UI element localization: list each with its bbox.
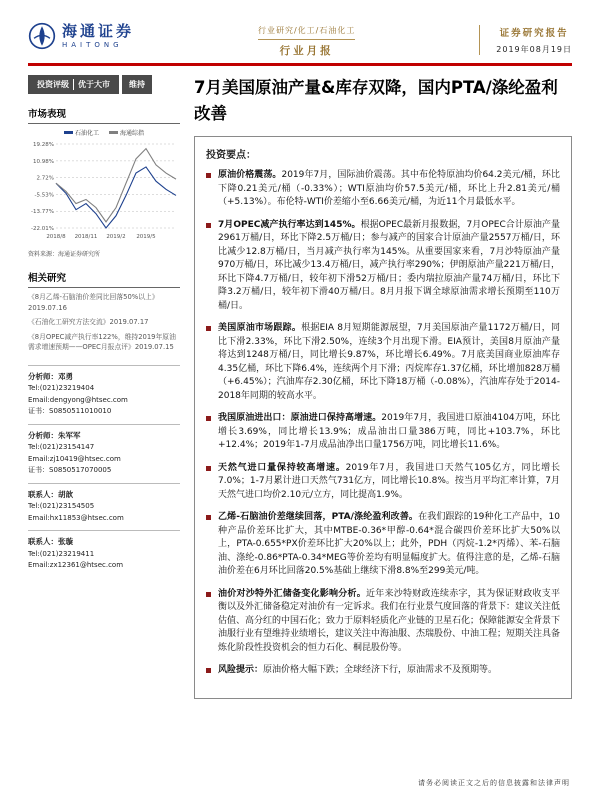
bullet-square-icon <box>206 326 211 331</box>
legend-item <box>109 128 144 137</box>
bullet-text <box>218 462 560 503</box>
bullet-body: 根据OPEC最新月报数据，7月OPEC合计原油产量2961万桶/日，环比下降2.5万桶/日；参与减产的国家合计原油产量2557万桶/日，环比减少12.8万桶/日，当月减产执行率为145%。从重要国家来看，7月沙特原油产量970万桶/日，环比减少13.4万桶/日，减产执行率290%；伊朗原油产量221万桶/日，环比下降4.7万桶/日，较年初下滑52万桶/日；委内瑞拉原油产量74万桶/日，环比下降3.2万桶/日，较年初下滑40万桶/日。8月月报下调全球原油需求增长预期至110万桶/日。 <box>218 219 560 311</box>
bullet-body: 根据EIA 8月短期能源展望，7月美国原油产量1172万桶/日，同比下滑2.33%，环比下滑2.50%，连续3个月出现下滑。EIA预计，美国8月原油产量将达到1248万桶/日，同比增长9.87%，环比增长6.49%。7月底美国商业原油库存4.35亿桶，环比下降6.4%，连续两个月下滑；丙烷库存1.37亿桶，环比增加828万桶（+6.45%）；汽油库存2.30亿桶，环比下降18万桶（-0.08%），汽油库存处于2014-2018年同期的较高水平。 <box>218 323 560 401</box>
bullet-body: 2019年7月，我国进口天然气105亿方，同比增长7.0%；1-7月累计进口天然气731亿方，同比增长10.8%。按当月平均汇率计算，7月天然气进口均价2.10元/立方，同比提高1.9%。 <box>218 462 560 500</box>
related-research-item: 《8月OPEC减产执行率122%，维持2019年原油需求增速预期——OPEC月报点评》2019.07.15 <box>28 332 176 352</box>
bullet-text <box>218 664 497 678</box>
analyst-tel: Tel:(021)23154505 <box>28 502 95 511</box>
bullet-text <box>218 588 560 656</box>
bullet-square-icon <box>206 668 211 673</box>
report-header <box>28 22 572 58</box>
report-type: 行业月报 <box>279 45 334 57</box>
bullet-body: 在我们跟踪的19种化工产品中，10种产品价差环比扩大，其中MTBE-0.36*甲醇-0.64*混合碳四价差环比扩大50%以上，PTA-0.655*PX价差环比扩大20%以上；此外，PDH（丙烷-1.2*丙烯）、苯-石脑油、涤纶-0.86*PTA-0.34*MEG等价差均有明显幅度扩大。值得注意的是，乙烯-石脑油价差在6月环比回落20.5%基础上继续下滑8.8%至299美元/吨。 <box>218 512 561 577</box>
key-points-box <box>194 136 572 699</box>
bullet-text <box>218 219 560 314</box>
legend-item <box>64 128 99 137</box>
haitong-logo <box>28 22 134 50</box>
chart-source: 资料来源：海通证券研究所 <box>28 251 101 258</box>
header-report-block <box>479 25 572 55</box>
bullet-item <box>206 511 560 579</box>
bullet-item <box>206 588 560 656</box>
svg-text:10.98%: 10.98% <box>33 158 54 165</box>
key-points-label: 投资要点： <box>206 150 256 162</box>
header-category-block <box>258 25 355 58</box>
bullet-text <box>218 412 560 453</box>
analyst-email: Email:hx11853@htsec.com <box>28 513 124 522</box>
logo-english-name: HAITONG <box>62 41 123 50</box>
bullet-list <box>206 169 560 678</box>
rating-bar <box>28 75 180 94</box>
header-red-rule <box>28 63 572 66</box>
analyst-name: 联系人：胡歆 <box>28 489 73 499</box>
bullet-item <box>206 219 560 314</box>
bullet-body: 2019年7月，国际油价震荡。其中布伦特原油均价64.2美元/桶，环比下降0.21美元/桶（-0.33%）；WTI原油均价57.5美元/桶，环比上升2.81美元/桶（+5.13%）。布伦特-WTI价差缩小至6.66美元/桶，为近11个月最低水平。 <box>218 170 560 208</box>
report-title: 7月美国原油产量&库存双降，国内PTA/涤纶盈利改善 <box>194 78 558 123</box>
haitong-logo-icon <box>28 22 56 50</box>
svg-text:2018/11: 2018/11 <box>74 234 98 240</box>
sidebar <box>28 75 180 699</box>
bullet-lead: 7月OPEC减产执行率达到145%。 <box>218 219 361 230</box>
bullet-item <box>206 412 560 453</box>
logo-chinese-name: 海通证券 <box>62 21 135 40</box>
analyst-email: Email:dengyong@htsec.com <box>28 395 128 404</box>
analyst-block <box>28 530 180 577</box>
analyst-block <box>28 365 180 424</box>
analyst-tel: Tel:(021)23219411 <box>28 549 95 558</box>
svg-text:2019/5: 2019/5 <box>136 234 156 240</box>
bullet-square-icon <box>206 223 211 228</box>
related-research-list <box>28 292 180 353</box>
rating-value: 优于大市 <box>73 79 114 90</box>
bullet-lead: 天然气进口量保持较高增速。 <box>218 462 346 473</box>
bullet-square-icon <box>206 466 211 471</box>
analyst-name: 分析师：邓勇 <box>28 371 73 381</box>
bullet-body: 原油价格大幅下跌；全球经济下行，原油需求不及预期等。 <box>263 665 498 676</box>
market-chart <box>28 138 180 243</box>
svg-text:-22.01%: -22.01% <box>31 226 54 232</box>
chart-legend <box>28 128 180 137</box>
bullet-square-icon <box>206 592 211 597</box>
analyst-name: 分析师：朱军军 <box>28 430 81 440</box>
rating-keep-badge: 维持 <box>122 75 152 94</box>
bullet-body: 近年来沙特财政连续赤字，其为保证财政收支平衡以及外汇储备稳定对油价有一定诉求。我们在行业景气度回落的背景下：建议关注低估值、高分红的中国石化；致力于原料轻质化产业链的卫星石化；保障能源安全背景下油服行业有望维持业绩增长，建议关注中海油服、杰瑞股份、中油工程；短期关注具备炼化阶段性投资机会的恒力石化、桐昆股份等。 <box>218 588 561 653</box>
bullet-item <box>206 462 560 503</box>
svg-text:2019/2: 2019/2 <box>106 234 126 240</box>
rating-label: 投资评级 <box>37 80 69 89</box>
report-date: 2019年08月19日 <box>496 45 572 54</box>
legend-label: 海通综指 <box>120 130 145 137</box>
bullet-lead: 我国原油进出口：原油进口保持高增速。 <box>218 413 382 424</box>
bullet-lead: 乙烯-石脑油价差继续回落，PTA/涤纶盈利改善。 <box>218 512 419 523</box>
bullet-text <box>218 169 560 210</box>
report-label: 证券研究报告 <box>499 28 569 39</box>
analyst-name: 联系人：张璇 <box>28 537 73 547</box>
bullet-item <box>206 169 560 210</box>
analyst-tel: Tel:(021)23154147 <box>28 443 95 452</box>
analyst-block <box>28 424 180 483</box>
bullet-square-icon <box>206 173 211 178</box>
rating-main <box>28 75 119 94</box>
svg-text:-13.77%: -13.77% <box>31 209 54 216</box>
related-research-heading: 相关研究 <box>28 270 180 288</box>
svg-text:2.72%: 2.72% <box>36 175 54 182</box>
bullet-body: 2019年7月，我国进口原油4104万吨，环比增长3.69%，同比增长13.9%；成品油出口量386万吨，同比+103.7%，环比+12.4%；2019年1-7月成品油净出口量1756万吨，同比增长11.6%。 <box>218 413 560 451</box>
main-content <box>194 75 572 699</box>
related-research-item: 《8月乙烯-石脑油价差同比回落50%以上》2019.07.16 <box>28 293 159 312</box>
svg-text:19.28%: 19.28% <box>33 142 54 148</box>
svg-text:-5.53%: -5.53% <box>34 192 54 199</box>
analyst-cert: 证书：S0850517070005 <box>28 466 112 475</box>
analyst-tel: Tel:(021)23219404 <box>28 384 95 393</box>
bullet-square-icon <box>206 416 211 421</box>
bullet-square-icon <box>206 515 211 520</box>
category-breadcrumb: 行业研究/化工/石油化工 <box>258 25 355 40</box>
bullet-lead: 风险提示： <box>218 665 264 676</box>
bullet-lead: 原油价格震荡。 <box>218 170 282 181</box>
related-research-item: 《石油化工研究方法交流》2019.07.17 <box>28 318 149 327</box>
legend-label: 石油化工 <box>74 130 99 137</box>
analyst-email: Email:zj10419@htsec.com <box>28 454 121 463</box>
analyst-cert: 证书：S0850511010010 <box>28 407 112 416</box>
bullet-lead: 油价对沙特外汇储备变化影响分析。 <box>218 588 366 599</box>
bullet-text <box>218 511 560 579</box>
market-performance-heading: 市场表现 <box>28 106 180 124</box>
bullet-item <box>206 322 560 403</box>
bullet-text <box>218 322 560 403</box>
bullet-lead: 美国原油市场跟踪。 <box>218 323 302 334</box>
legend-swatch-icon <box>64 131 73 134</box>
analyst-list <box>28 365 180 578</box>
footer-disclaimer: 请务必阅读正文之后的信息披露和法律声明 <box>418 779 570 787</box>
bullet-item <box>206 664 560 678</box>
legend-swatch-icon <box>109 131 118 134</box>
svg-text:2018/8: 2018/8 <box>46 234 66 240</box>
analyst-email: Email:zx12361@htsec.com <box>28 561 124 570</box>
analyst-block <box>28 483 180 530</box>
